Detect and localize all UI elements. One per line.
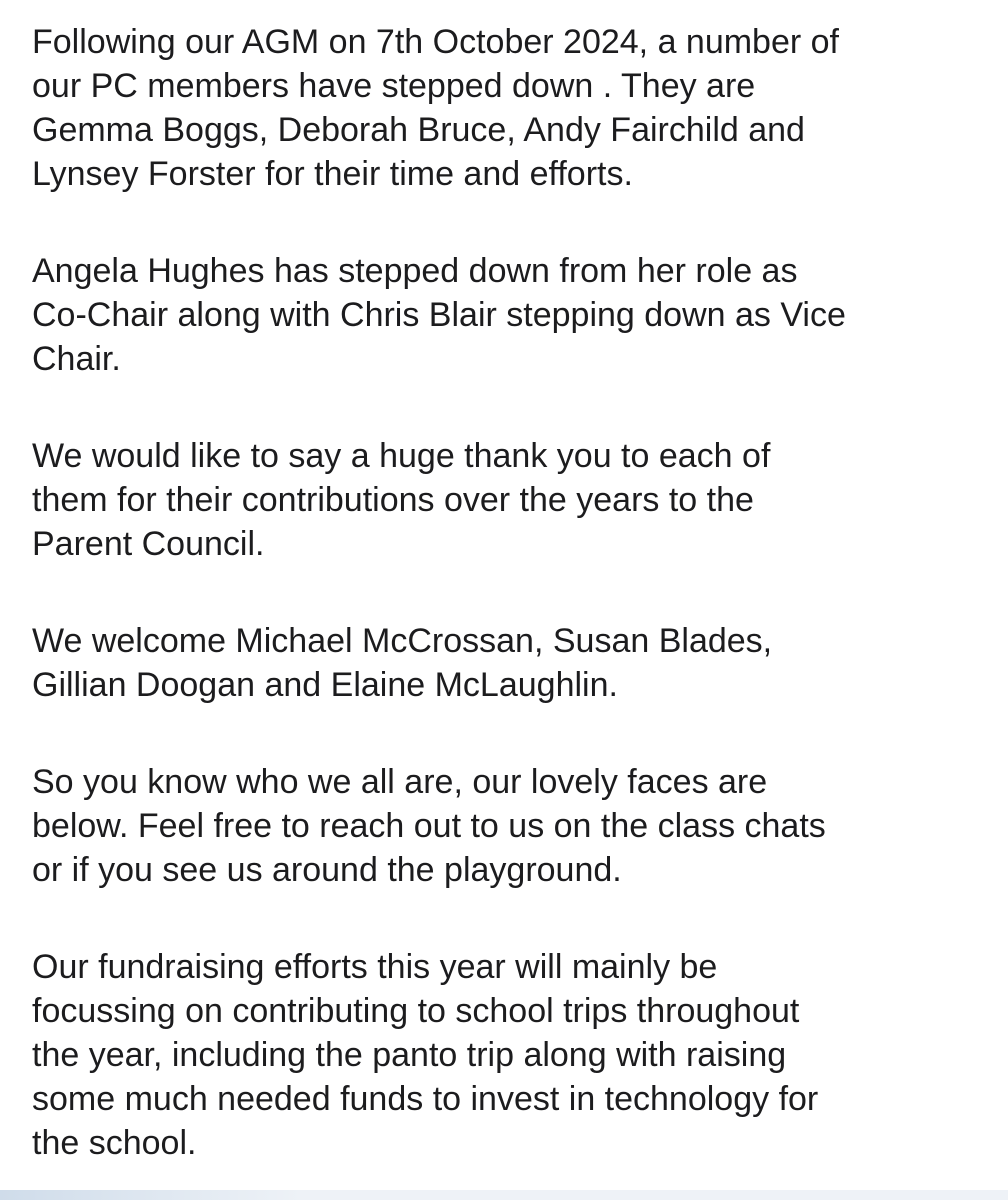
- paragraph-faces: [32, 760, 992, 892]
- text-line: We would like to say a huge thank you to each of: [32, 437, 771, 475]
- text-line: Following our AGM on 7th October 2024, a number of: [32, 23, 840, 61]
- text-line: So you know who we all are, our lovely faces are: [32, 763, 768, 801]
- text-line: below. Feel free to reach out to us on the class chats: [32, 807, 826, 845]
- text-line: Gillian Doogan and Elaine McLaughlin.: [32, 666, 618, 704]
- text-line: the school.: [32, 1124, 197, 1162]
- text-line: Gemma Boggs, Deborah Bruce, Andy Fairchild and: [32, 111, 805, 149]
- text-line: our PC members have stepped down . They are: [32, 67, 756, 105]
- paragraph-agm: [32, 20, 992, 196]
- paragraph-thank-you: [32, 434, 992, 566]
- text-line: some much needed funds to invest in technology for: [32, 1080, 819, 1118]
- paragraph-welcome: [32, 619, 992, 707]
- text-line: or if you see us around the playground.: [32, 851, 622, 889]
- paragraph-co-chair: [32, 249, 992, 381]
- text-line: them for their contributions over the years to the: [32, 481, 754, 519]
- paragraph-fundraising: [32, 945, 992, 1165]
- text-line: the year, including the panto trip along with raising: [32, 1036, 787, 1074]
- text-line: Lynsey Forster for their time and efforts.: [32, 155, 633, 193]
- text-line: Angela Hughes has stepped down from her role as: [32, 252, 798, 290]
- text-line: focussing on contributing to school trips throughout: [32, 992, 800, 1030]
- text-line: Parent Council.: [32, 525, 265, 563]
- text-line: Co-Chair along with Chris Blair stepping down as Vice: [32, 296, 846, 334]
- text-line: Our fundraising efforts this year will mainly be: [32, 948, 718, 986]
- post-body: [32, 20, 992, 1165]
- bottom-edge-strip: [0, 1190, 1008, 1200]
- text-line: Chair.: [32, 340, 121, 378]
- text-line: We welcome Michael McCrossan, Susan Blades,: [32, 622, 773, 660]
